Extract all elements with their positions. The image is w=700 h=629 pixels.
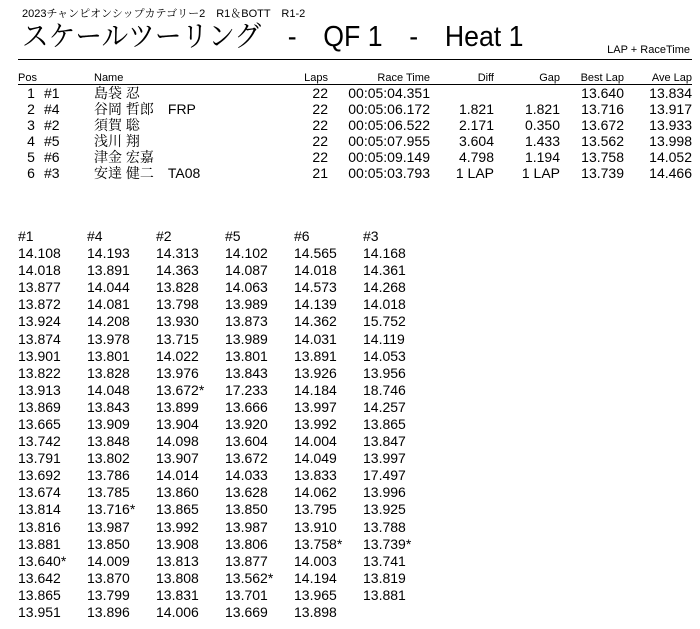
lap-time: 14.208 bbox=[87, 313, 130, 330]
lap-time: 13.819 bbox=[363, 569, 406, 586]
lap-time: 13.891 bbox=[294, 347, 337, 364]
result-laps: 21 bbox=[312, 165, 328, 181]
lap-time: 13.672* bbox=[156, 381, 205, 398]
lap-time: 13.831 bbox=[156, 586, 199, 603]
lap-time: 14.573 bbox=[294, 279, 337, 296]
lap-time: 13.869 bbox=[18, 398, 61, 415]
lap-time: 13.604 bbox=[225, 433, 268, 450]
lap-time: 13.801 bbox=[225, 347, 268, 364]
results-table bbox=[18, 70, 692, 181]
result-car-number: #2 bbox=[44, 117, 60, 133]
results-header-row bbox=[18, 70, 692, 85]
result-ave-lap: 13.933 bbox=[649, 117, 692, 133]
lap-time: 14.313 bbox=[156, 245, 199, 262]
lap-time: 14.018 bbox=[294, 262, 337, 279]
lap-time: 14.044 bbox=[87, 279, 130, 296]
lap-time: 13.989 bbox=[225, 296, 268, 313]
lap-row bbox=[18, 501, 432, 518]
result-best-lap: 13.562 bbox=[581, 133, 624, 149]
result-gap: 1 LAP bbox=[521, 165, 560, 181]
lap-row bbox=[18, 382, 432, 399]
lap-time: 13.860 bbox=[156, 484, 199, 501]
result-car-number: #6 bbox=[44, 149, 60, 165]
result-laps: 22 bbox=[312, 133, 328, 149]
lap-time: 13.992 bbox=[156, 518, 199, 535]
lap-time: 13.930 bbox=[156, 313, 199, 330]
lap-time: 14.098 bbox=[156, 433, 199, 450]
lap-time: 14.363 bbox=[156, 262, 199, 279]
lap-row bbox=[18, 570, 432, 587]
result-row bbox=[18, 149, 692, 165]
lap-time: 13.843 bbox=[87, 398, 130, 415]
lap-time bbox=[363, 604, 432, 621]
result-pos: 5 bbox=[27, 149, 35, 165]
lap-time: 14.018 bbox=[363, 296, 406, 313]
result-row bbox=[18, 117, 692, 133]
col-header-number bbox=[44, 70, 94, 85]
lap-time: 14.361 bbox=[363, 262, 406, 279]
result-diff: 4.798 bbox=[458, 149, 494, 165]
lap-time: 13.758* bbox=[294, 535, 343, 552]
result-gap bbox=[494, 85, 560, 102]
lap-time: 14.049 bbox=[294, 450, 337, 467]
lap-time: 13.865 bbox=[18, 586, 61, 603]
result-row bbox=[18, 165, 692, 181]
result-car-number: #1 bbox=[44, 85, 60, 101]
lap-row bbox=[18, 604, 432, 621]
result-laps: 22 bbox=[312, 149, 328, 165]
lap-time: 13.924 bbox=[18, 313, 61, 330]
result-laps: 22 bbox=[312, 117, 328, 133]
lap-column-header: #1 bbox=[18, 228, 34, 244]
lap-time: 13.716* bbox=[87, 501, 136, 518]
lap-time: 13.987 bbox=[87, 518, 130, 535]
lap-time: 13.665 bbox=[18, 415, 61, 432]
result-driver-name: 安達 健二 TA08 bbox=[94, 165, 201, 181]
lap-time: 13.692 bbox=[18, 467, 61, 484]
lap-time: 13.715 bbox=[156, 330, 199, 347]
lap-time: 13.640* bbox=[18, 552, 67, 569]
lap-time: 14.257 bbox=[363, 398, 406, 415]
result-race-time: 00:05:07.955 bbox=[348, 133, 430, 149]
lap-time: 14.139 bbox=[294, 296, 337, 313]
result-race-time: 00:05:04.351 bbox=[348, 85, 430, 101]
lap-time: 14.063 bbox=[225, 279, 268, 296]
title-divider bbox=[18, 59, 692, 60]
lap-time: 13.672 bbox=[225, 450, 268, 467]
result-diff: 2.171 bbox=[458, 117, 494, 133]
result-row bbox=[18, 133, 692, 149]
lap-time: 13.813 bbox=[156, 552, 199, 569]
lap-time: 13.891 bbox=[87, 262, 130, 279]
lap-time: 13.899 bbox=[156, 398, 199, 415]
result-car-number: #3 bbox=[44, 165, 60, 181]
lap-time: 13.822 bbox=[18, 364, 61, 381]
lap-time: 14.087 bbox=[225, 262, 268, 279]
lap-time: 13.881 bbox=[363, 586, 406, 603]
lap-row bbox=[18, 467, 432, 484]
result-diff bbox=[430, 85, 494, 102]
result-driver-name: 島袋 忍 bbox=[94, 85, 140, 101]
lap-time: 14.053 bbox=[363, 347, 406, 364]
result-pos: 6 bbox=[27, 165, 35, 181]
lap-time: 13.850 bbox=[87, 535, 130, 552]
result-best-lap: 13.739 bbox=[581, 165, 624, 181]
result-diff: 3.604 bbox=[458, 133, 494, 149]
lap-time: 13.739* bbox=[363, 535, 412, 552]
result-pos: 4 bbox=[27, 133, 35, 149]
result-diff: 1 LAP bbox=[455, 165, 494, 181]
result-ave-lap: 14.052 bbox=[649, 149, 692, 165]
lap-time: 13.848 bbox=[87, 433, 130, 450]
result-driver-name: 須賀 聡 bbox=[94, 117, 140, 133]
result-best-lap: 13.640 bbox=[581, 85, 624, 101]
result-car-number: #4 bbox=[44, 101, 60, 117]
col-header-diff: Diff bbox=[477, 72, 494, 84]
lap-row bbox=[18, 416, 432, 433]
result-ave-lap: 13.917 bbox=[649, 101, 692, 117]
col-header-race-time: Race Time bbox=[377, 72, 430, 84]
result-race-time: 00:05:09.149 bbox=[348, 149, 430, 165]
lap-time: 13.847 bbox=[363, 433, 406, 450]
result-best-lap: 13.672 bbox=[581, 117, 624, 133]
lap-time: 13.951 bbox=[18, 604, 61, 621]
lap-time: 14.003 bbox=[294, 552, 337, 569]
lap-column-header: #4 bbox=[87, 228, 103, 244]
lap-time: 14.362 bbox=[294, 313, 337, 330]
col-header-ave-lap: Ave Lap bbox=[651, 72, 692, 84]
result-row bbox=[18, 85, 692, 102]
lap-time: 13.799 bbox=[87, 586, 130, 603]
result-ave-lap: 14.466 bbox=[649, 165, 692, 181]
lap-time: 13.896 bbox=[87, 604, 130, 621]
lap-time: 13.795 bbox=[294, 501, 337, 518]
lap-row bbox=[18, 587, 432, 604]
lap-time: 14.119 bbox=[363, 330, 405, 347]
lap-time: 14.006 bbox=[156, 604, 199, 621]
lap-time: 13.669 bbox=[225, 604, 268, 621]
lap-time: 13.976 bbox=[156, 364, 199, 381]
result-race-time: 00:05:06.522 bbox=[348, 117, 430, 133]
lap-time: 13.816 bbox=[18, 518, 61, 535]
lap-row bbox=[18, 296, 432, 313]
lap-time: 14.048 bbox=[87, 381, 130, 398]
col-header-gap: Gap bbox=[539, 72, 560, 84]
result-ave-lap: 13.998 bbox=[649, 133, 692, 149]
lap-time: 13.881 bbox=[18, 535, 61, 552]
lap-time: 14.565 bbox=[294, 245, 337, 262]
lap-time: 13.909 bbox=[87, 415, 130, 432]
lap-row bbox=[18, 313, 432, 330]
lap-time: 13.908 bbox=[156, 535, 199, 552]
result-pos: 2 bbox=[27, 101, 35, 117]
lap-times-table bbox=[18, 228, 432, 621]
result-laps: 22 bbox=[312, 101, 328, 117]
lap-time: 14.268 bbox=[363, 279, 406, 296]
lap-time: 13.801 bbox=[87, 347, 130, 364]
lap-time: 13.786 bbox=[87, 467, 130, 484]
lap-time: 13.701 bbox=[225, 586, 268, 603]
lap-time: 13.877 bbox=[18, 279, 61, 296]
lap-time: 14.081 bbox=[87, 296, 130, 313]
lap-time: 13.873 bbox=[225, 313, 268, 330]
event-subtitle: 2023チャンピオンシップカテゴリー2 R1＆BOTT R1-2 bbox=[22, 8, 306, 20]
lap-time: 13.956 bbox=[363, 364, 406, 381]
result-race-time: 00:05:06.172 bbox=[348, 101, 430, 117]
lap-time: 14.033 bbox=[225, 467, 268, 484]
lap-time: 14.102 bbox=[225, 245, 268, 262]
lap-time: 13.978 bbox=[87, 330, 130, 347]
lap-column-header: #6 bbox=[294, 228, 310, 244]
col-header-laps: Laps bbox=[304, 72, 328, 84]
lap-row bbox=[18, 348, 432, 365]
lap-time: 14.014 bbox=[156, 467, 199, 484]
result-race-time: 00:05:03.793 bbox=[348, 165, 430, 181]
result-car-number: #5 bbox=[44, 133, 60, 149]
col-header-name: Name bbox=[94, 72, 124, 84]
result-pos: 1 bbox=[27, 85, 35, 101]
result-best-lap: 13.716 bbox=[581, 101, 624, 117]
lap-time: 14.108 bbox=[18, 245, 61, 262]
lap-time: 13.628 bbox=[225, 484, 268, 501]
lap-time: 13.785 bbox=[87, 484, 130, 501]
lap-time: 13.843 bbox=[225, 364, 268, 381]
lap-time: 14.168 bbox=[363, 245, 406, 262]
lap-time: 13.666 bbox=[225, 398, 268, 415]
lap-time: 13.898 bbox=[294, 604, 337, 621]
lap-time: 13.828 bbox=[87, 364, 130, 381]
lap-time: 13.562* bbox=[225, 569, 274, 586]
lap-time: 14.022 bbox=[156, 347, 199, 364]
legend-label: LAP + RaceTime bbox=[607, 44, 690, 56]
result-gap: 1.821 bbox=[524, 101, 560, 117]
result-pos: 3 bbox=[27, 117, 35, 133]
lap-time: 13.791 bbox=[18, 450, 61, 467]
result-best-lap: 13.758 bbox=[581, 149, 624, 165]
lap-column-header: #2 bbox=[156, 228, 172, 244]
lap-time: 17.233 bbox=[225, 381, 268, 398]
lap-time: 13.965 bbox=[294, 586, 337, 603]
lap-time: 13.925 bbox=[363, 501, 406, 518]
lap-time: 15.752 bbox=[363, 313, 406, 330]
lap-row bbox=[18, 519, 432, 536]
lap-row bbox=[18, 330, 432, 347]
lap-time: 13.802 bbox=[87, 450, 130, 467]
lap-time: 14.184 bbox=[294, 381, 337, 398]
lap-row bbox=[18, 365, 432, 382]
result-diff: 1.821 bbox=[458, 101, 494, 117]
result-gap: 0.350 bbox=[524, 117, 560, 133]
lap-row bbox=[18, 279, 432, 296]
lap-time: 18.746 bbox=[363, 381, 406, 398]
lap-time: 13.904 bbox=[156, 415, 199, 432]
col-header-pos: Pos bbox=[18, 72, 37, 84]
lap-row bbox=[18, 536, 432, 553]
lap-row bbox=[18, 433, 432, 450]
lap-time: 13.874 bbox=[18, 330, 61, 347]
result-gap: 1.194 bbox=[524, 149, 560, 165]
lap-time: 13.926 bbox=[294, 364, 337, 381]
page-title: スケールツーリング - QF 1 - Heat 1 bbox=[22, 21, 524, 53]
lap-time: 14.062 bbox=[294, 484, 337, 501]
lap-time: 14.031 bbox=[294, 330, 337, 347]
lap-time: 13.997 bbox=[294, 398, 337, 415]
result-driver-name: 浅川 翔 bbox=[94, 133, 140, 149]
lap-time: 14.018 bbox=[18, 262, 61, 279]
lap-row bbox=[18, 262, 432, 279]
lap-time: 13.997 bbox=[363, 450, 406, 467]
lap-time: 13.850 bbox=[225, 501, 268, 518]
lap-time: 13.913 bbox=[18, 381, 61, 398]
lap-time: 13.674 bbox=[18, 484, 61, 501]
lap-column-header: #5 bbox=[225, 228, 241, 244]
lap-time: 13.987 bbox=[225, 518, 268, 535]
lap-time: 13.798 bbox=[156, 296, 199, 313]
lap-time: 13.806 bbox=[225, 535, 268, 552]
lap-row bbox=[18, 484, 432, 501]
result-driver-name: 津金 宏嘉 bbox=[94, 149, 154, 165]
lap-time: 13.877 bbox=[225, 552, 268, 569]
lap-time: 13.872 bbox=[18, 296, 61, 313]
result-laps: 22 bbox=[312, 85, 328, 101]
lap-time: 13.741 bbox=[363, 552, 406, 569]
lap-time: 13.920 bbox=[225, 415, 268, 432]
result-row bbox=[18, 101, 692, 117]
lap-time: 13.910 bbox=[294, 518, 337, 535]
lap-times-header-row bbox=[18, 228, 432, 245]
lap-time: 13.996 bbox=[363, 484, 406, 501]
lap-time: 13.870 bbox=[87, 569, 130, 586]
lap-row bbox=[18, 553, 432, 570]
lap-time: 13.865 bbox=[363, 415, 406, 432]
result-ave-lap: 13.834 bbox=[649, 85, 692, 101]
lap-row bbox=[18, 399, 432, 416]
lap-time: 13.828 bbox=[156, 279, 199, 296]
result-driver-name: 谷岡 哲郎 FRP bbox=[94, 101, 196, 117]
lap-time: 14.004 bbox=[294, 433, 337, 450]
lap-row bbox=[18, 450, 432, 467]
lap-time: 13.788 bbox=[363, 518, 406, 535]
lap-time: 13.833 bbox=[294, 467, 337, 484]
lap-time: 13.742 bbox=[18, 433, 61, 450]
lap-time: 13.865 bbox=[156, 501, 199, 518]
lap-time: 13.907 bbox=[156, 450, 199, 467]
lap-row bbox=[18, 245, 432, 262]
lap-time: 13.814 bbox=[18, 501, 61, 518]
lap-time: 13.808 bbox=[156, 569, 199, 586]
lap-time: 13.901 bbox=[18, 347, 61, 364]
result-gap: 1.433 bbox=[524, 133, 560, 149]
col-header-best-lap: Best Lap bbox=[580, 72, 624, 84]
lap-time: 17.497 bbox=[363, 467, 406, 484]
lap-time: 14.194 bbox=[294, 569, 337, 586]
lap-time: 14.193 bbox=[87, 245, 130, 262]
lap-time: 14.009 bbox=[87, 552, 130, 569]
lap-time: 13.989 bbox=[225, 330, 268, 347]
lap-time: 13.642 bbox=[18, 569, 61, 586]
lap-time: 13.992 bbox=[294, 415, 337, 432]
lap-column-header: #3 bbox=[363, 228, 379, 244]
